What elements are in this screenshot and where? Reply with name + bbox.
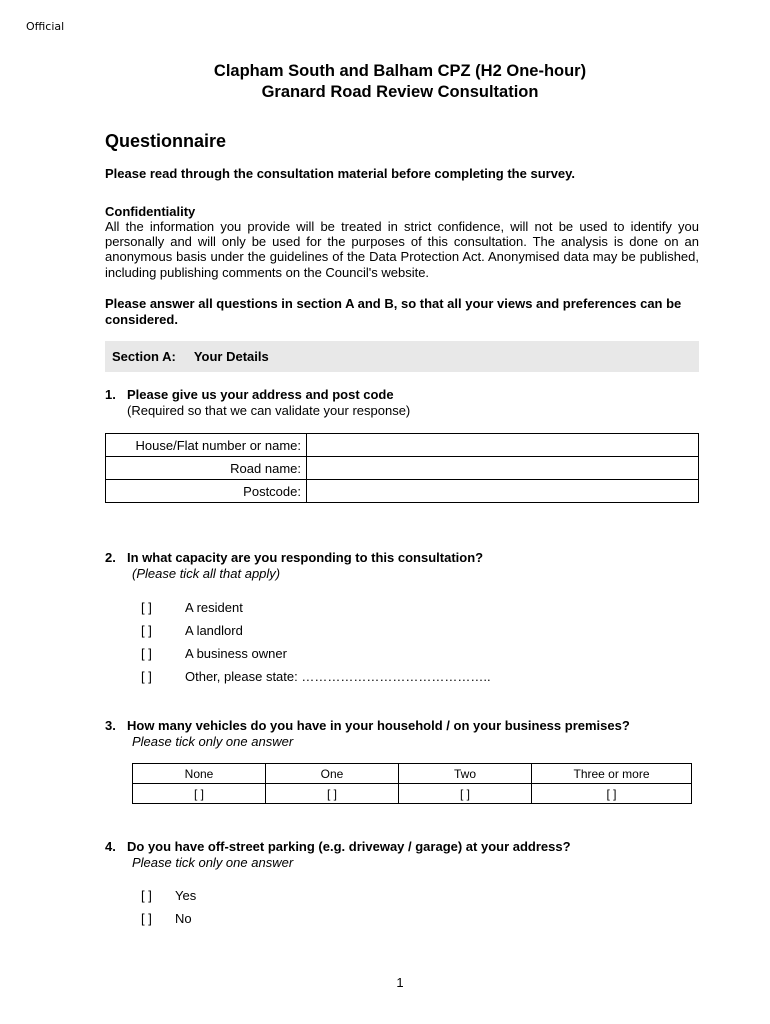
road-label: Road name: bbox=[106, 457, 307, 480]
checkbox-landlord[interactable]: [ ] bbox=[141, 623, 152, 638]
option-no[interactable] bbox=[141, 911, 192, 926]
option-resident-label: A resident bbox=[185, 600, 243, 615]
table-row bbox=[133, 784, 692, 804]
house-field[interactable] bbox=[307, 434, 699, 457]
col-none: None bbox=[133, 764, 266, 784]
road-field[interactable] bbox=[307, 457, 699, 480]
question-1 bbox=[105, 387, 394, 402]
question-2-number: 2. bbox=[105, 550, 116, 565]
option-business-owner[interactable] bbox=[141, 646, 287, 661]
question-3-number: 3. bbox=[105, 718, 116, 733]
option-resident[interactable] bbox=[141, 600, 243, 615]
checkbox-no[interactable]: [ ] bbox=[141, 911, 152, 926]
checkbox-one[interactable]: [ ] bbox=[266, 784, 399, 804]
option-yes[interactable] bbox=[141, 888, 196, 903]
house-label: House/Flat number or name: bbox=[106, 434, 307, 457]
question-1-note: (Required so that we can validate your response) bbox=[127, 403, 411, 418]
checkbox-resident[interactable]: [ ] bbox=[141, 600, 152, 615]
table-row bbox=[106, 434, 699, 457]
table-row bbox=[133, 764, 692, 784]
vehicles-table bbox=[132, 763, 692, 804]
question-2-text: In what capacity are you responding to this consultation? bbox=[127, 550, 484, 565]
question-4-note: Please tick only one answer bbox=[132, 855, 294, 870]
checkbox-two[interactable]: [ ] bbox=[399, 784, 532, 804]
checkbox-three-or-more[interactable]: [ ] bbox=[532, 784, 692, 804]
question-2-note: (Please tick all that apply) bbox=[132, 566, 281, 581]
option-other[interactable] bbox=[141, 669, 491, 684]
option-yes-label: Yes bbox=[175, 888, 197, 903]
col-three-or-more: Three or more bbox=[532, 764, 692, 784]
page-number: 1 bbox=[396, 975, 404, 990]
question-3 bbox=[105, 718, 630, 733]
title-line-2: Granard Road Review Consultation bbox=[261, 83, 539, 101]
confidentiality-heading: Confidentiality bbox=[105, 204, 196, 219]
checkbox-yes[interactable]: [ ] bbox=[141, 888, 152, 903]
table-row bbox=[106, 480, 699, 503]
checkbox-none[interactable]: [ ] bbox=[133, 784, 266, 804]
question-4-number: 4. bbox=[105, 839, 116, 854]
option-other-label: Other, please state: …………………………………….. bbox=[185, 669, 491, 684]
col-one: One bbox=[266, 764, 399, 784]
option-landlord[interactable] bbox=[141, 623, 243, 638]
postcode-field[interactable] bbox=[307, 480, 699, 503]
confidentiality-text: All the information you provide will be treated in strict confidence, will not be used to identify you personally and will only be used for the purposes of this consultation. The analysis is done on an anonymous basis under the guidelines of the Data Protection Act. Anonymised data may be published, including publishing comments on the Council's website. bbox=[105, 219, 699, 280]
questionnaire-heading: Questionnaire bbox=[105, 131, 227, 151]
checkbox-other[interactable]: [ ] bbox=[141, 669, 152, 684]
question-3-text: How many vehicles do you have in your household / on your business premises? bbox=[127, 718, 630, 733]
option-landlord-label: A landlord bbox=[185, 623, 243, 638]
checkbox-business-owner[interactable]: [ ] bbox=[141, 646, 152, 661]
question-1-number: 1. bbox=[105, 387, 116, 402]
option-no-label: No bbox=[175, 911, 192, 926]
table-row bbox=[106, 457, 699, 480]
question-2 bbox=[105, 550, 483, 565]
address-table bbox=[105, 433, 699, 503]
classification-label: Official bbox=[26, 20, 65, 33]
question-4-text: Do you have off-street parking (e.g. driveway / garage) at your address? bbox=[127, 839, 571, 854]
instructions-text: Please answer all questions in section A and B, so that all your views and preferences can be considered. bbox=[105, 296, 682, 327]
option-business-owner-label: A business owner bbox=[185, 646, 287, 661]
col-two: Two bbox=[399, 764, 532, 784]
question-3-note: Please tick only one answer bbox=[132, 734, 294, 749]
postcode-label: Postcode: bbox=[106, 480, 307, 503]
section-a-label: Section A: bbox=[112, 349, 176, 364]
section-a-bar bbox=[105, 341, 699, 372]
section-a-title: Your Details bbox=[193, 349, 269, 364]
question-4 bbox=[105, 839, 571, 854]
intro-text: Please read through the consultation material before completing the survey. bbox=[105, 166, 576, 181]
title-line-1: Clapham South and Balham CPZ (H2 One-hour) bbox=[213, 62, 587, 80]
question-1-text: Please give us your address and post code bbox=[127, 387, 394, 402]
